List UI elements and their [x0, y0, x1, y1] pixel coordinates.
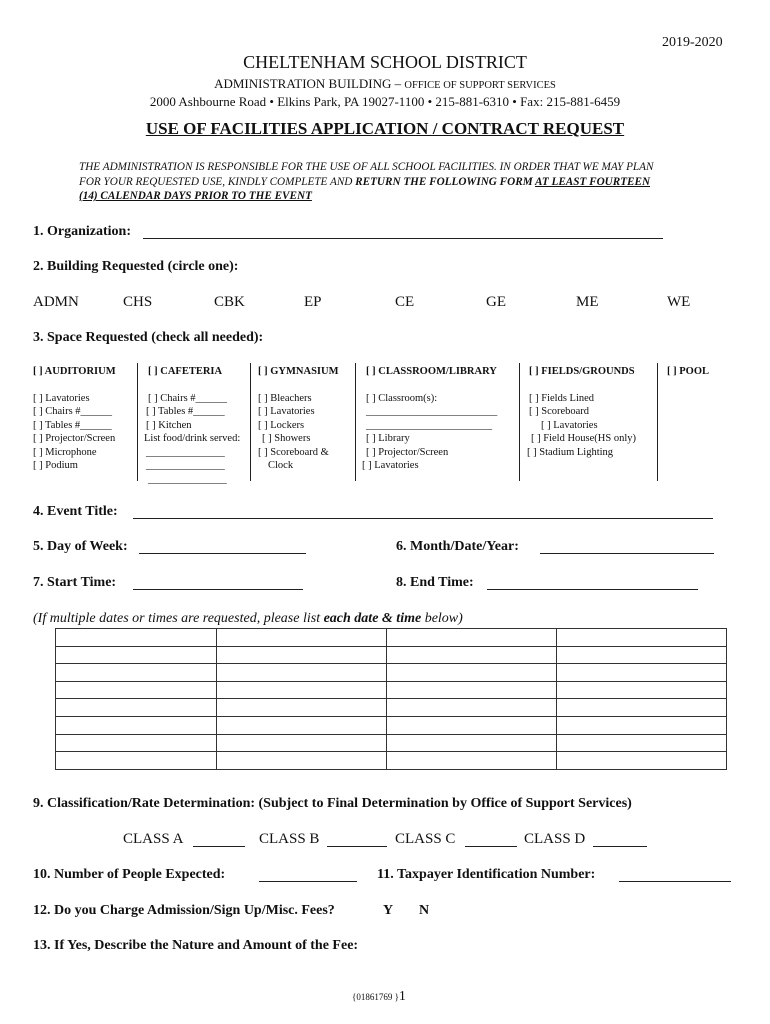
space-item[interactable]: [ ] Chairs #______	[33, 406, 113, 417]
table-row	[56, 752, 727, 770]
space-item[interactable]: [ ] Lavatories	[258, 406, 315, 417]
space-column-fields	[529, 365, 636, 459]
table-cell[interactable]	[56, 646, 217, 664]
year-label: 2019-2020	[662, 35, 723, 50]
table-cell[interactable]	[557, 752, 727, 770]
table-cell[interactable]	[387, 629, 557, 647]
table-cell[interactable]	[56, 699, 217, 717]
space-checkbox-cafeteria[interactable]: [ ] CAFETERIA	[148, 366, 223, 377]
fees-no-option[interactable]: N	[419, 903, 430, 918]
table-cell[interactable]	[216, 646, 387, 664]
document-id: {01861769 }	[352, 992, 399, 1002]
table-cell[interactable]	[216, 629, 387, 647]
building-option[interactable]: ADMN	[33, 294, 79, 310]
table-cell[interactable]	[557, 681, 727, 699]
class-d-label: CLASS D	[524, 831, 586, 847]
space-checkbox-auditorium[interactable]: [ ] AUDITORIUM	[33, 366, 116, 377]
space-checkbox-classroom[interactable]: [ ] CLASSROOM/LIBRARY	[366, 366, 497, 377]
space-item: Clock	[268, 460, 294, 471]
table-cell[interactable]	[557, 699, 727, 717]
building-option[interactable]: EP	[304, 294, 322, 310]
taxpayer-id-field[interactable]	[619, 868, 731, 882]
end-time-label: 8. End Time:	[396, 575, 474, 590]
table-cell[interactable]	[216, 734, 387, 752]
space-column-pool	[667, 365, 709, 392]
date-label: 6. Month/Date/Year:	[396, 539, 519, 554]
space-checkbox-gymnasium[interactable]: [ ] GYMNASIUM	[258, 366, 339, 377]
notice-block	[79, 160, 653, 204]
district-name: CHELTENHAM SCHOOL DISTRICT	[243, 52, 527, 72]
class-d-field[interactable]	[593, 833, 647, 847]
table-cell[interactable]	[56, 716, 217, 734]
space-checkbox-pool[interactable]: [ ] POOL	[667, 366, 709, 377]
space-column-gymnasium	[258, 365, 339, 473]
space-item[interactable]: [ ] Tables #______	[146, 406, 225, 417]
multi-date-note: (If multiple dates or times are requested, please list each date & time below)	[33, 611, 463, 626]
table-cell[interactable]	[56, 664, 217, 682]
space-item[interactable]: [ ] Lavatories	[33, 392, 90, 404]
space-item: List food/drink served:	[144, 433, 241, 444]
table-cell[interactable]	[557, 734, 727, 752]
admin-building-line	[0, 76, 770, 92]
space-item[interactable]: [ ] Chairs #______	[148, 392, 228, 404]
table-row	[56, 681, 727, 699]
table-cell[interactable]	[557, 629, 727, 647]
notice-line-2: FOR YOUR REQUESTED USE, KINDLY COMPLETE AND RETURN THE FOLLOWING FORM AT LEAST FOURTEEN	[79, 175, 651, 188]
space-column-classroom	[362, 365, 498, 473]
table-cell[interactable]	[56, 681, 217, 699]
table-cell[interactable]	[216, 681, 387, 699]
admission-fees-label: 12. Do you Charge Admission/Sign Up/Misc. Fees?	[33, 903, 335, 918]
space-item[interactable]: [ ] Library	[366, 433, 410, 444]
table-cell[interactable]	[56, 629, 217, 647]
page-footer	[352, 987, 406, 1005]
space-item[interactable]: _______________	[146, 446, 225, 458]
building-option[interactable]: GE	[486, 294, 506, 310]
event-title-field[interactable]	[133, 505, 713, 519]
column-divider	[250, 363, 251, 481]
table-cell[interactable]	[557, 664, 727, 682]
start-time-field[interactable]	[133, 576, 303, 590]
organization-label: 1. Organization:	[33, 224, 131, 239]
space-item[interactable]: [ ] Lavatories	[362, 460, 419, 471]
form-title: USE OF FACILITIES APPLICATION / CONTRACT REQUEST	[145, 119, 625, 138]
organization-field[interactable]	[143, 225, 663, 239]
space-item[interactable]: [ ] Classroom(s):	[366, 392, 438, 404]
address-line: 2000 Ashbourne Road • Elkins Park, PA 19027-1100 • 215-881-6310 • Fax: 215-881-6459	[149, 94, 621, 109]
classification-label: 9. Classification/Rate Determination: (Subject to Final Determination by Office of Support Services)	[33, 796, 632, 811]
space-item[interactable]: [ ] Fields Lined	[529, 392, 595, 404]
table-cell[interactable]	[557, 646, 727, 664]
day-of-week-field[interactable]	[139, 540, 306, 554]
table-cell[interactable]	[216, 716, 387, 734]
building-label: 2. Building Requested (circle one):	[33, 259, 239, 274]
space-item[interactable]: [ ] Lavatories	[541, 419, 598, 431]
table-cell[interactable]	[56, 752, 217, 770]
class-b-field[interactable]	[327, 833, 387, 847]
space-item[interactable]: [ ] Lockers	[258, 419, 305, 431]
people-expected-field[interactable]	[259, 868, 357, 882]
table-cell[interactable]	[387, 646, 557, 664]
dates-table	[55, 628, 727, 770]
space-item[interactable]: [ ] Projector/Screen	[33, 433, 116, 444]
admin-building: ADMINISTRATION BUILDING –	[214, 76, 402, 91]
space-item[interactable]: [ ] Kitchen	[146, 419, 192, 431]
start-time-label: 7. Start Time:	[33, 575, 117, 590]
space-item[interactable]: [ ] Stadium Lighting	[527, 446, 614, 458]
space-item[interactable]: [ ] Showers	[262, 433, 311, 444]
space-item[interactable]: [ ] Podium	[33, 460, 78, 471]
day-of-week-label: 5. Day of Week:	[33, 539, 128, 554]
event-title-label: 4. Event Title:	[33, 504, 118, 519]
space-item[interactable]: [ ] Tables #______	[33, 419, 112, 431]
table-cell[interactable]	[387, 699, 557, 717]
table-cell[interactable]	[216, 699, 387, 717]
table-cell[interactable]	[387, 752, 557, 770]
space-checkbox-fields[interactable]: [ ] FIELDS/GROUNDS	[529, 366, 635, 377]
notice-line-1: THE ADMINISTRATION IS RESPONSIBLE FOR THE USE OF ALL SCHOOL FACILITIES. IN ORDER THAT WE MAY PLAN	[79, 161, 654, 173]
table-row	[56, 629, 727, 647]
table-row	[56, 646, 727, 664]
table-cell[interactable]	[387, 716, 557, 734]
page-number: 1	[398, 989, 406, 1004]
taxpayer-id-label: 11. Taxpayer Identification Number:	[377, 867, 596, 882]
space-label: 3. Space Requested (check all needed):	[33, 330, 264, 345]
column-divider	[137, 363, 138, 481]
space-item[interactable]: [ ] Scoreboard &	[258, 446, 329, 458]
table-row	[56, 716, 727, 734]
table-cell[interactable]	[216, 752, 387, 770]
space-item[interactable]: [ ] Scoreboard	[529, 406, 590, 417]
class-c-label: CLASS C	[395, 831, 456, 847]
column-divider	[355, 363, 356, 481]
column-divider	[519, 363, 520, 481]
class-a-field[interactable]	[193, 833, 245, 847]
table-cell[interactable]	[387, 664, 557, 682]
space-column-cafeteria	[144, 365, 240, 486]
class-b-label: CLASS B	[259, 831, 320, 847]
space-item[interactable]: [ ] Projector/Screen	[366, 446, 449, 458]
table-cell[interactable]	[387, 681, 557, 699]
table-cell[interactable]	[56, 734, 217, 752]
end-time-field[interactable]	[487, 576, 698, 590]
class-c-field[interactable]	[465, 833, 517, 847]
fee-description-label: 13. If Yes, Describe the Nature and Amount of the Fee:	[33, 938, 359, 953]
space-item[interactable]: _________________________	[366, 406, 498, 417]
building-option[interactable]: WE	[667, 294, 691, 310]
building-option[interactable]: ME	[576, 294, 599, 310]
space-column-auditorium	[33, 365, 116, 473]
space-item[interactable]: [ ] Field House(HS only)	[531, 433, 636, 444]
column-divider	[657, 363, 658, 481]
building-option[interactable]: CHS	[123, 294, 153, 310]
class-a-label: CLASS A	[123, 831, 184, 847]
table-row	[56, 734, 727, 752]
notice-line-3: (14) CALENDAR DAYS PRIOR TO THE EVENT	[79, 190, 312, 202]
table-row	[56, 664, 727, 682]
people-expected-label: 10. Number of People Expected:	[33, 867, 226, 882]
table-cell[interactable]	[216, 664, 387, 682]
space-item[interactable]: [ ] Microphone	[33, 446, 97, 458]
building-option[interactable]: CE	[395, 294, 415, 310]
space-item[interactable]: ________________________	[366, 419, 492, 431]
office-name: OFFICE OF SUPPORT SERVICES	[404, 80, 556, 91]
space-item[interactable]: _______________	[148, 473, 227, 485]
building-option[interactable]: CBK	[214, 294, 245, 310]
table-cell[interactable]	[387, 734, 557, 752]
space-item[interactable]: [ ] Bleachers	[258, 392, 312, 404]
table-cell[interactable]	[557, 716, 727, 734]
date-field[interactable]	[540, 540, 714, 554]
fees-yes-option[interactable]: Y	[383, 903, 394, 918]
table-row	[56, 699, 727, 717]
space-item[interactable]: _______________	[146, 460, 225, 471]
